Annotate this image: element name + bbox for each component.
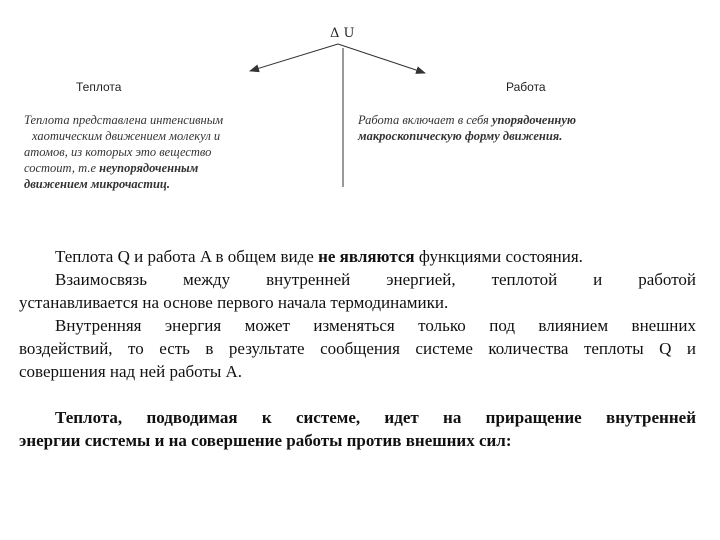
work-title: Работа [506, 80, 546, 94]
body-text [19, 245, 696, 452]
heat-desc-bold: неупорядоченным [99, 161, 199, 175]
work-desc-part: Работа включает в себя [358, 113, 492, 127]
p3-line: совершения над ней работы A. [19, 362, 243, 381]
heat-description [24, 112, 223, 192]
energy-diagram [0, 0, 720, 200]
p3-line: Внутренняя энергия может изменяться только под влиянием внешних [55, 316, 696, 335]
p4-line: Теплота, подводимая к системе, идет на приращение внутренней [55, 408, 696, 427]
heat-desc-line: хаотическим движением молекул и [32, 129, 221, 143]
delta-u-label: Δ U [330, 26, 355, 41]
heat-desc-line [24, 160, 223, 176]
paragraph-3 [19, 314, 696, 383]
work-desc-line: макроскопическую форму движения. [358, 129, 563, 143]
heat-desc-part: состоит, т.е [24, 161, 100, 175]
p1-text-end: функциями состояния. [414, 247, 583, 266]
heat-desc-line: атомов, из которых это вещество [24, 145, 212, 159]
paragraph-1 [19, 245, 696, 268]
p2-line: Взаимосвязь между внутренней энергией, теплотой и работой [55, 270, 696, 289]
heat-title: Теплота [76, 80, 122, 94]
heat-desc-line: движением микрочастиц. [24, 177, 170, 191]
p1-bold: не являются [318, 247, 415, 266]
work-desc-line [358, 112, 576, 128]
p4-line: энергии системы и на совершение работы против внешних сил: [19, 431, 512, 450]
heat-desc-line: Теплота представлена интенсивным [24, 113, 224, 127]
paragraph-2 [19, 268, 696, 314]
arrow-to-work [338, 44, 425, 73]
work-description [358, 112, 576, 144]
p2-line: устанавливается на основе первого начала термодинамики. [19, 293, 449, 312]
arrow-to-heat [250, 44, 338, 71]
work-desc-bold: упорядоченную [491, 113, 577, 127]
paragraph-4 [19, 406, 696, 452]
p3-line: воздействий, то есть в результате сообщения системе количества теплоты Q и [19, 339, 696, 358]
p1-text: Теплота Q и работа A в общем виде [55, 247, 319, 266]
